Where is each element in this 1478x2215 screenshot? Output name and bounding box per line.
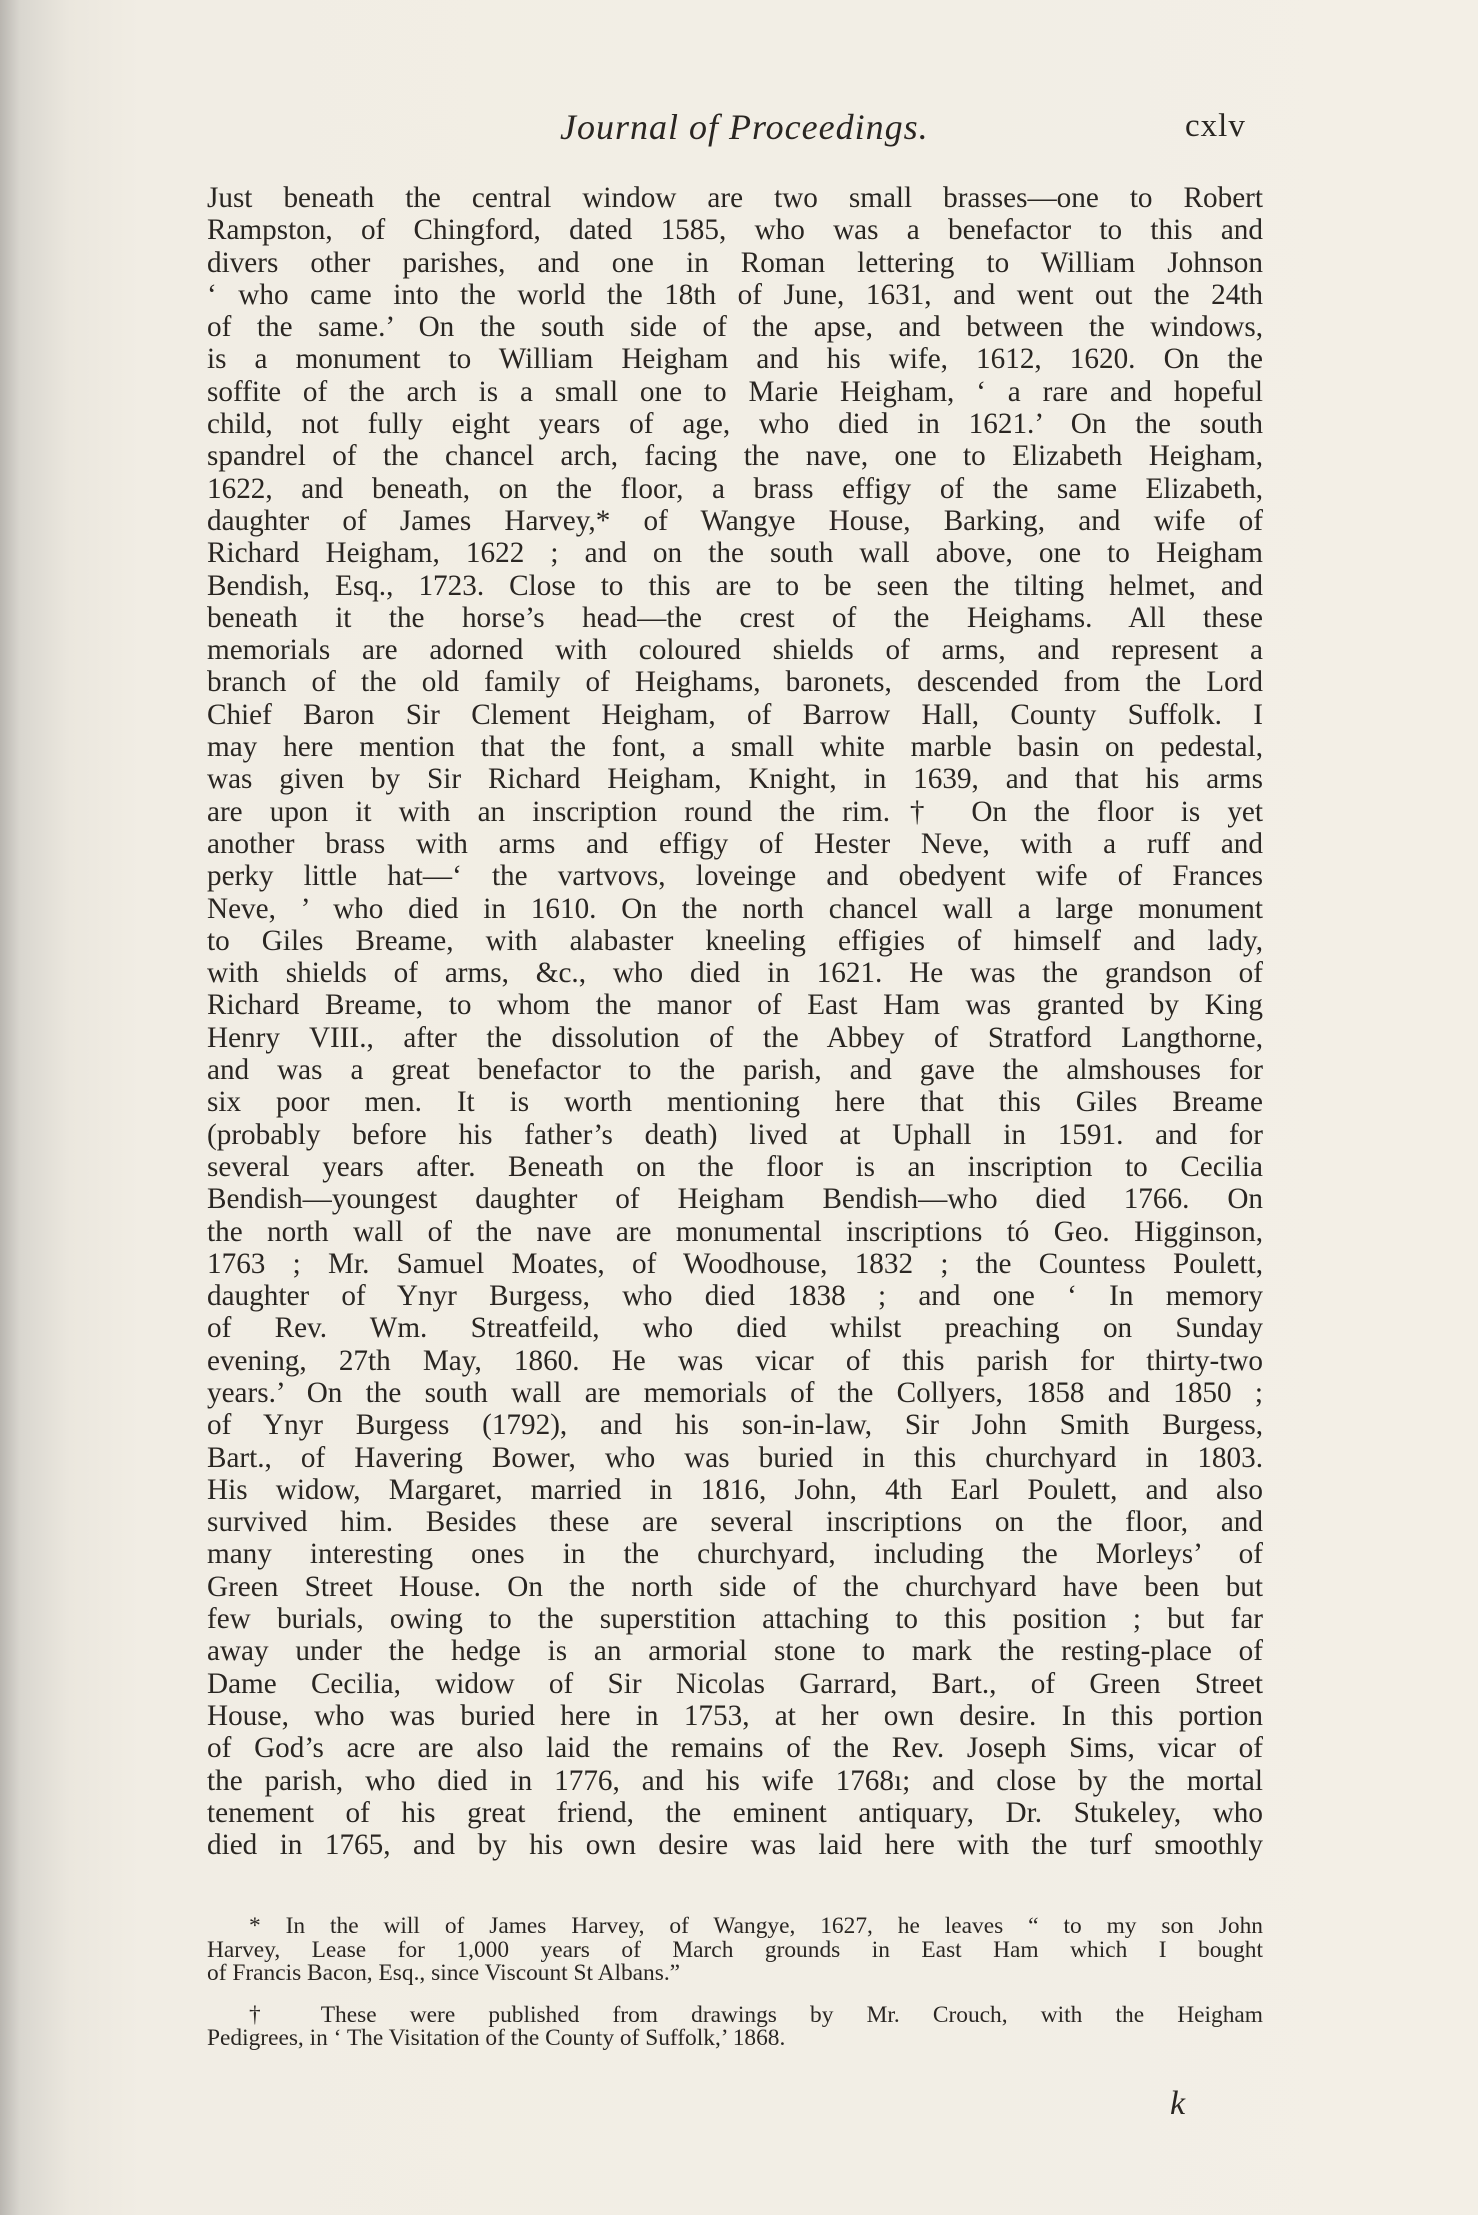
text-line: survived him. Besides these are several inscriptions on the floor, and <box>207 1506 1263 1539</box>
footnote-line: of Francis Bacon, Esq., since Viscount St Albans.” <box>207 1962 681 1986</box>
text-line: Neve, ’ who died in 1610. On the north chancel wall a large monument <box>207 892 1263 925</box>
text-line: died in 1765, and by his own desire was laid here with the turf smoothly <box>207 1829 1263 1862</box>
text-line: His widow, Margaret, married in 1816, John, 4th Earl Poulett, and also <box>207 1473 1263 1506</box>
text-line: and was a great benefactor to the parish, and gave the almshouses for <box>207 1054 1263 1087</box>
text-line: are upon it with an inscription round the rim.† On the floor is yet <box>207 795 1263 828</box>
text-line: divers other parishes, and one in Roman lettering to William Johnson <box>207 246 1263 279</box>
text-line: Bendish, Esq., 1723. Close to this are to be seen the tilting helmet, and <box>207 569 1263 602</box>
text-line: few burials, owing to the superstition attaching to this position ; but far <box>207 1603 1263 1636</box>
text-line: of the same.’ On the south side of the apse, and between the windows, <box>207 311 1263 344</box>
body-paragraph <box>207 182 1263 1861</box>
text-line: branch of the old family of Heighams, baronets, descended from the Lord <box>207 666 1263 699</box>
text-line: many interesting ones in the churchyard, including the Morleys’ of <box>207 1538 1263 1571</box>
text-line: several years after. Beneath on the floor is an inscription to Cecilia <box>207 1150 1263 1183</box>
text-line: was given by Sir Richard Heigham, Knight, in 1639, and that his arms <box>207 763 1263 796</box>
text-line: the north wall of the nave are monumental inscriptions tó Geo. Higginson, <box>207 1215 1263 1248</box>
footnotes <box>207 1915 1263 2069</box>
text-line: daughter of Ynyr Burgess, who died 1838 ; and one ‘ In memory <box>207 1280 1263 1313</box>
text-line: six poor men. It is worth mentioning here that this Giles Breame <box>207 1086 1263 1119</box>
text-line: years.’ On the south wall are memorials of the Collyers, 1858 and 1850 ; <box>207 1376 1263 1409</box>
text-line: memorials are adorned with coloured shields of arms, and represent a <box>207 634 1263 667</box>
running-title: Journal of Proceedings. <box>560 107 929 147</box>
text-line: Just beneath the central window are two small brasses—one to Robert <box>207 182 1263 214</box>
text-line: Richard Breame, to whom the manor of East Ham was granted by King <box>207 989 1263 1022</box>
text-line: Richard Heigham, 1622 ; and on the south wall above, one to Heigham <box>207 537 1263 570</box>
text-line: Bart., of Havering Bower, who was buried in this churchyard in 1803. <box>207 1441 1263 1474</box>
text-line: the parish, who died in 1776, and his wife 1768ı; and close by the mortal <box>207 1764 1263 1797</box>
text-line: ‘ who came into the world the 18th of June, 1631, and went out the 24th <box>207 278 1263 311</box>
text-line: child, not fully eight years of age, who died in 1621.’ On the south <box>207 408 1263 441</box>
footnote-dagger <box>207 2004 1263 2051</box>
text-line: Henry VIII., after the dissolution of the Abbey of Stratford Langthorne, <box>207 1021 1263 1054</box>
text-line: House, who was buried here in 1753, at her own desire. In this portion <box>207 1699 1263 1732</box>
text-line: soffite of the arch is a small one to Marie Heigham, ‘ a rare and hopeful <box>207 375 1263 408</box>
text-line: 1763 ; Mr. Samuel Moates, of Woodhouse, 1832 ; the Countess Poulett, <box>207 1247 1263 1280</box>
footnote-line: † These were published from drawings by Mr. Crouch, with the Heigham <box>249 2003 1263 2028</box>
footnote-line: Harvey, Lease for 1,000 years of March grounds in East Ham which I bought <box>207 1938 1263 1963</box>
footnote-asterisk <box>207 1915 1263 1986</box>
text-line: another brass with arms and effigy of Hester Neve, with a ruff and <box>207 827 1263 860</box>
page-number: cxlv <box>1185 108 1246 144</box>
text-line: with shields of arms, &c., who died in 1621. He was the grandson of <box>207 957 1263 990</box>
text-line: daughter of James Harvey,* of Wangye House, Barking, and wife of <box>207 504 1263 537</box>
text-line: Chief Baron Sir Clement Heigham, of Barrow Hall, County Suffolk. I <box>207 698 1263 731</box>
text-line: Dame Cecilia, widow of Sir Nicolas Garrard, Bart., of Green Street <box>207 1667 1263 1700</box>
text-line: of Ynyr Burgess (1792), and his son-in-law, Sir John Smith Burgess, <box>207 1409 1263 1442</box>
text-line: perky little hat—‘ the vartvovs, loveinge and obedyent wife of Frances <box>207 860 1263 893</box>
text-line: evening, 27th May, 1860. He was vicar of this parish for thirty-two <box>207 1344 1263 1377</box>
footnote-line: * In the will of James Harvey, of Wangye, 1627, he leaves “ to my son John <box>249 1915 1263 1939</box>
text-line: may here mention that the font, a small white marble basin on pedestal, <box>207 731 1263 764</box>
text-line: (probably before his father’s death) lived at Uphall in 1591. and for <box>207 1118 1263 1151</box>
text-line: is a monument to William Heigham and his wife, 1612, 1620. On the <box>207 343 1263 376</box>
text-line: beneath it the horse’s head—the crest of the Heighams. All these <box>207 601 1263 634</box>
text-line: of God’s acre are also laid the remains of the Rev. Joseph Sims, vicar of <box>207 1732 1263 1765</box>
footnote-line: Pedigrees, in ‘ The Visitation of the County of Suffolk,’ 1868. <box>207 2027 786 2051</box>
text-line: to Giles Breame, with alabaster kneeling effigies of himself and lady, <box>207 924 1263 957</box>
text-line: Bendish—youngest daughter of Heigham Bendish—who died 1766. On <box>207 1183 1263 1216</box>
text-line: Green Street House. On the north side of the churchyard have been but <box>207 1570 1263 1603</box>
text-line: 1622, and beneath, on the floor, a brass effigy of the same Elizabeth, <box>207 472 1263 505</box>
text-line: Rampston, of Chingford, dated 1585, who was a benefactor to this and <box>207 214 1263 247</box>
text-line: away under the hedge is an armorial stone to mark the resting-place of <box>207 1635 1263 1668</box>
text-line: of Rev. Wm. Streatfeild, who died whilst preaching on Sunday <box>207 1312 1263 1345</box>
text-line: spandrel of the chancel arch, facing the nave, one to Elizabeth Heigham, <box>207 440 1263 473</box>
signature-mark: k <box>1170 2085 1186 2122</box>
running-head <box>0 106 1478 154</box>
text-line: tenement of his great friend, the eminent antiquary, Dr. Stukeley, who <box>207 1796 1263 1829</box>
